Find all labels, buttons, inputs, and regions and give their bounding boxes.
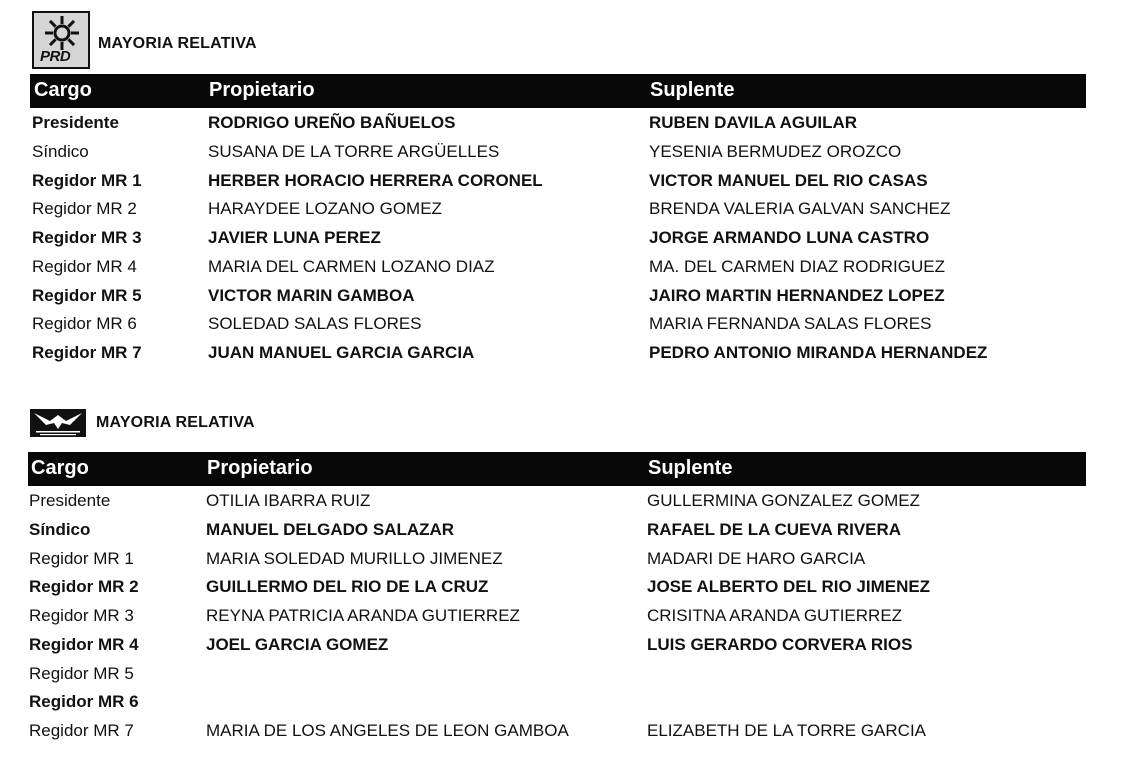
- cell-cargo: Regidor MR 1: [29, 548, 134, 568]
- cell-propietario: SUSANA DE LA TORRE ARGÜELLES: [208, 141, 500, 161]
- table-row: [0, 660, 1121, 688]
- column-header-propietario: Propietario: [209, 79, 315, 101]
- table-row: [0, 717, 1121, 745]
- cell-cargo: Regidor MR 5: [29, 663, 134, 683]
- cell-propietario: VICTOR MARIN GAMBOA: [208, 285, 415, 305]
- cell-suplente: JAIRO MARTIN HERNANDEZ LOPEZ: [649, 285, 945, 305]
- cell-cargo: Regidor MR 4: [29, 634, 139, 654]
- cell-suplente: PEDRO ANTONIO MIRANDA HERNANDEZ: [649, 343, 988, 362]
- cell-cargo: Regidor MR 2: [29, 577, 139, 597]
- cell-propietario: JUAN MANUEL GARCIA GARCIA: [208, 343, 475, 362]
- table-header: [28, 452, 1086, 486]
- cell-cargo: Síndico: [29, 519, 91, 539]
- cell-suplente: GULLERMINA GONZALEZ GOMEZ: [647, 491, 920, 510]
- cell-suplente: JOSE ALBERTO DEL RIO JIMENEZ: [647, 577, 931, 597]
- cell-propietario: RODRIGO UREÑO BAÑUELOS: [208, 113, 456, 132]
- eagle-icon: [30, 409, 86, 437]
- table-row: [0, 545, 1121, 573]
- section-title: MAYORIA RELATIVA: [98, 35, 257, 52]
- cell-suplente: MA. DEL CARMEN DIAZ RODRIGUEZ: [649, 256, 945, 276]
- table-row: [0, 573, 1121, 601]
- cell-suplente: ELIZABETH DE LA TORRE GARCIA: [647, 721, 927, 740]
- cell-propietario: OTILIA IBARRA RUIZ: [206, 491, 371, 510]
- cell-cargo: Regidor MR 7: [32, 343, 142, 362]
- cell-cargo: Regidor MR 3: [32, 228, 142, 247]
- cell-cargo: Regidor MR 6: [32, 314, 137, 334]
- cell-cargo: Regidor MR 7: [29, 721, 134, 740]
- cell-suplente: VICTOR MANUEL DEL RIO CASAS: [649, 170, 928, 190]
- table-row: [0, 487, 1121, 515]
- cell-propietario: MARIA DEL CARMEN LOZANO DIAZ: [208, 256, 495, 276]
- cell-cargo: Regidor MR 5: [32, 285, 142, 305]
- cell-propietario: REYNA PATRICIA ARANDA GUTIERREZ: [206, 606, 520, 625]
- cell-suplente: MARIA FERNANDA SALAS FLORES: [649, 314, 932, 334]
- cell-cargo: Presidente: [29, 491, 111, 510]
- cell-propietario: HARAYDEE LOZANO GOMEZ: [208, 199, 442, 219]
- cell-suplente: BRENDA VALERIA GALVAN SANCHEZ: [649, 199, 951, 219]
- cell-suplente: MADARI DE HARO GARCIA: [647, 548, 866, 568]
- cell-suplente: RAFAEL DE LA CUEVA RIVERA: [647, 519, 902, 539]
- table-row: [0, 688, 1121, 716]
- cell-suplente: LUIS GERARDO CORVERA RIOS: [647, 634, 913, 654]
- cell-propietario: HERBER HORACIO HERRERA CORONEL: [208, 170, 543, 190]
- cell-suplente: RUBEN DAVILA AGUILAR: [649, 113, 858, 132]
- logo-label: PRD: [40, 48, 71, 65]
- cell-cargo: Síndico: [32, 141, 89, 161]
- column-header-cargo: Cargo: [31, 457, 89, 479]
- table-row: [0, 516, 1121, 544]
- table-row: [0, 602, 1121, 630]
- cell-cargo: Regidor MR 2: [32, 199, 137, 219]
- cell-cargo: Presidente: [32, 113, 119, 132]
- column-header-suplente: Suplente: [650, 79, 735, 101]
- cell-propietario: JAVIER LUNA PEREZ: [208, 228, 381, 247]
- cell-cargo: Regidor MR 1: [32, 170, 142, 190]
- cell-suplente: JORGE ARMANDO LUNA CASTRO: [649, 228, 930, 247]
- eagle-logo-icon: [30, 409, 86, 437]
- cell-cargo: Regidor MR 3: [29, 606, 134, 625]
- table-row: [0, 631, 1121, 659]
- column-header-cargo: Cargo: [34, 79, 92, 101]
- section-header: [30, 409, 255, 437]
- cell-propietario: MANUEL DELGADO SALAZAR: [206, 519, 455, 539]
- cell-suplente: YESENIA BERMUDEZ OROZCO: [649, 141, 902, 161]
- cell-propietario: MARIA DE LOS ANGELES DE LEON GAMBOA: [206, 721, 569, 740]
- cell-propietario: JOEL GARCIA GOMEZ: [206, 634, 389, 654]
- cell-suplente: CRISITNA ARANDA GUTIERREZ: [647, 606, 903, 625]
- cell-propietario: MARIA SOLEDAD MURILLO JIMENEZ: [206, 548, 503, 568]
- cell-cargo: Regidor MR 4: [32, 256, 137, 276]
- column-header-propietario: Propietario: [207, 457, 313, 479]
- cell-propietario: GUILLERMO DEL RIO DE LA CRUZ: [206, 577, 489, 597]
- cell-propietario: SOLEDAD SALAS FLORES: [208, 314, 422, 334]
- cell-cargo: Regidor MR 6: [29, 692, 139, 712]
- section-title: MAYORIA RELATIVA: [96, 414, 255, 431]
- column-header-suplente: Suplente: [648, 457, 733, 479]
